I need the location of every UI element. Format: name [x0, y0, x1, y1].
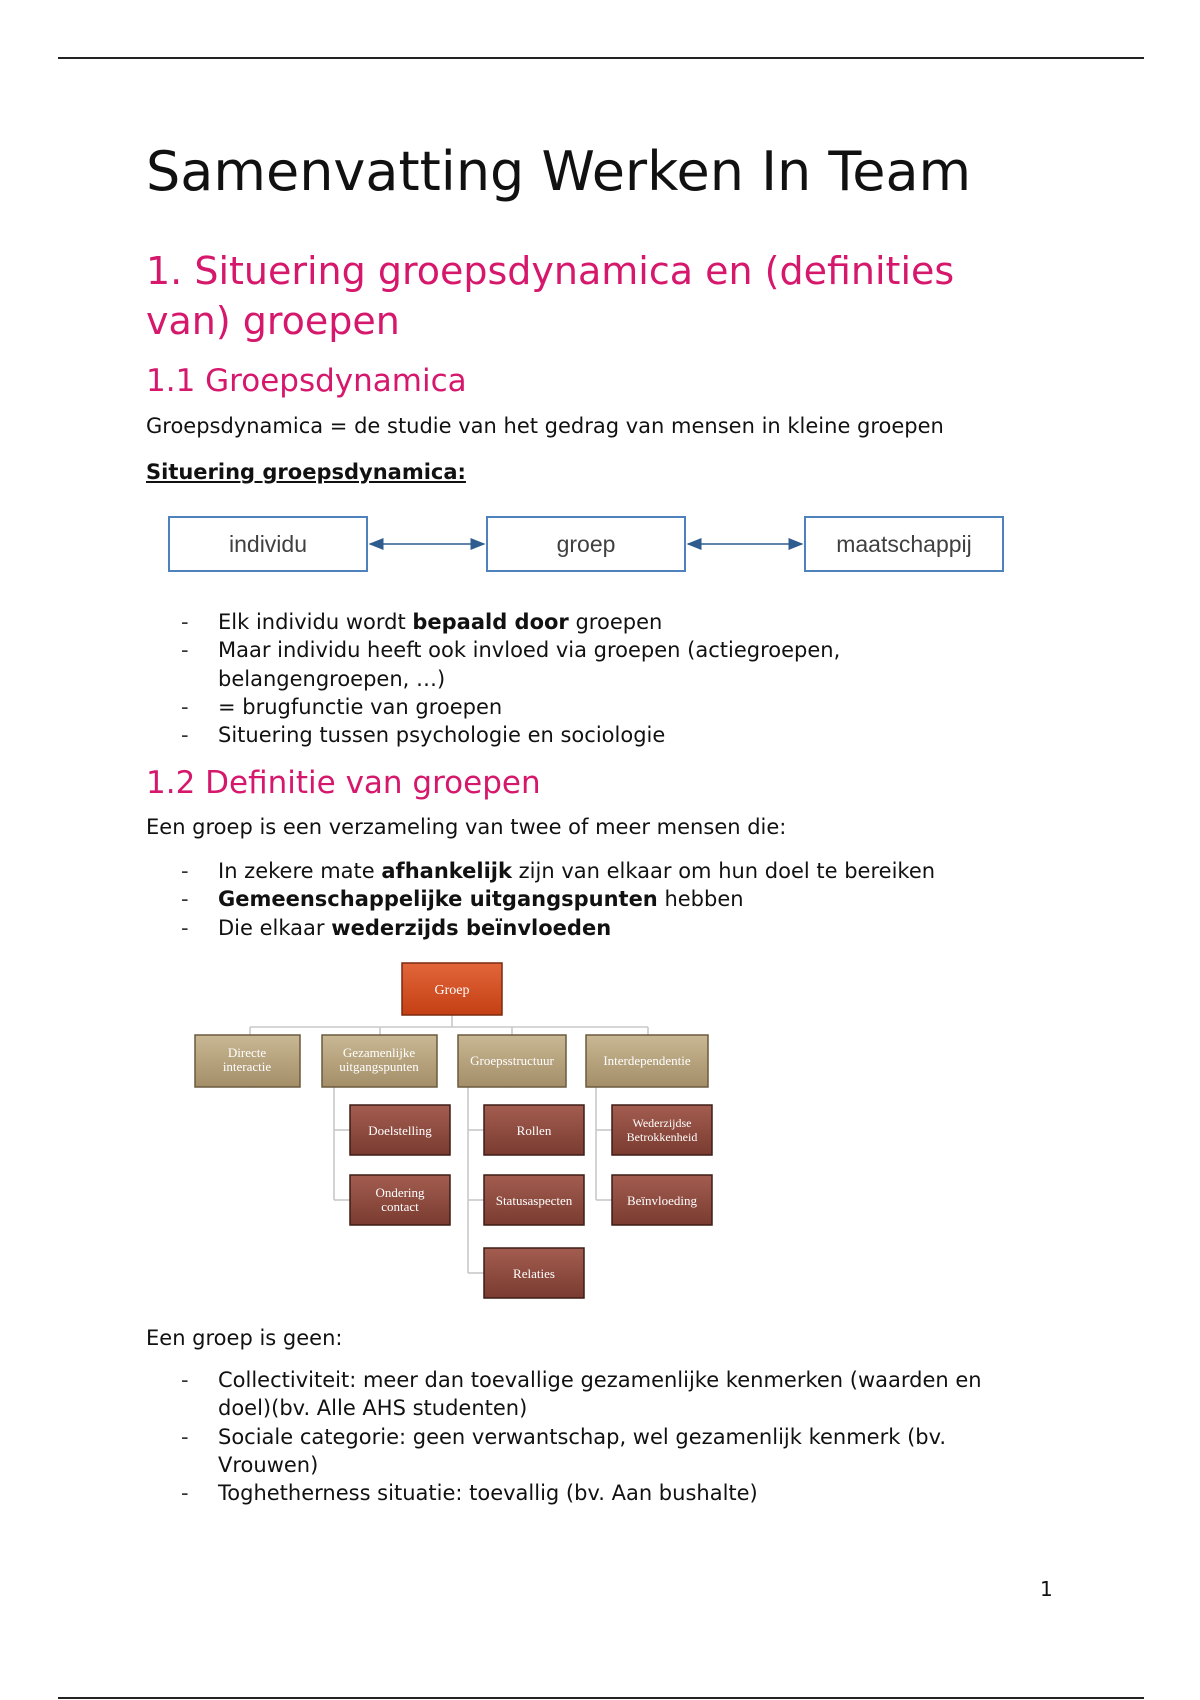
org-level1-box-a — [195, 1035, 300, 1087]
svg-text:contact: contact — [381, 1199, 419, 1214]
svg-text:Gezamenlijke: Gezamenlijke — [342, 1045, 416, 1060]
not-group-intro: Een groep is geen: — [146, 1326, 343, 1350]
section-1-2-heading: 1.2 Definitie van groepen — [146, 765, 541, 801]
list-item: - Toghetherness situatie: toevallig (bv. Aan bushalte) — [146, 1479, 1078, 1507]
svg-text:Directe: Directe — [227, 1045, 267, 1060]
list-item: - Situering tussen psychologie en sociologie — [146, 721, 1078, 749]
list-item: - Collectiviteit: meer dan toevallige gezamenlijke kenmerken (waarden en doel)(bv. Alle AHS studenten) — [146, 1366, 1018, 1423]
groep-org-chart — [190, 955, 730, 1305]
org-root-label: Groep — [434, 983, 470, 998]
svg-text:Wederzijdse: Wederzijdse — [632, 1116, 692, 1130]
groep-definition-bullets — [146, 857, 1078, 942]
svg-text:Statusaspecten: Statusaspecten — [495, 1193, 573, 1208]
org-child-doelstelling — [350, 1105, 450, 1155]
org-child-beinvloeding — [612, 1175, 712, 1225]
not-group-bullets — [146, 1366, 1078, 1507]
flow-box-groep: groep — [486, 516, 686, 572]
svg-text:Rollen: Rollen — [516, 1123, 552, 1138]
org-child-relaties — [484, 1248, 584, 1298]
svg-text:Betrokkenheid: Betrokkenheid — [626, 1130, 698, 1144]
svg-text:Ondering: Ondering — [375, 1185, 425, 1200]
list-item: - Die elkaar wederzijds beïnvloeden — [146, 914, 1078, 942]
list-item: - Gemeenschappelijke uitgangspunten hebben — [146, 885, 1078, 913]
org-level1-box-c — [458, 1035, 566, 1087]
flow-box-maatschappij: maatschappij — [804, 516, 1004, 572]
section-1-heading: 1. Situering groepsdynamica en (definities van) groepen — [146, 249, 955, 343]
svg-text:Groepsstructuur: Groepsstructuur — [470, 1053, 554, 1068]
org-child-rollen — [484, 1105, 584, 1155]
situering-subheading: Situering groepsdynamica: — [146, 460, 466, 484]
section-1-1-heading: 1.1 Groepsdynamica — [146, 363, 467, 399]
org-level1-box-b — [322, 1035, 437, 1087]
list-item: - Maar individu heeft ook invloed via groepen (actiegroepen, belangengroepen, …) — [146, 636, 898, 693]
top-rule — [58, 57, 1144, 59]
org-level1-box-d — [586, 1035, 708, 1087]
list-item: - Elk individu wordt bepaald door groepen — [146, 608, 1078, 636]
flow-arrows — [168, 516, 1008, 576]
svg-text:uitgangspunten: uitgangspunten — [339, 1059, 419, 1074]
groepsdynamica-definition: Groepsdynamica = de studie van het gedrag van mensen in kleine groepen — [146, 414, 944, 438]
list-item: - In zekere mate afhankelijk zijn van elkaar om hun doel te bereiken — [146, 857, 1078, 885]
situering-bullets — [146, 608, 1078, 749]
org-child-wederzijdse-betrokkenheid — [612, 1105, 712, 1155]
svg-text:interactie: interactie — [222, 1059, 272, 1074]
page-title: Samenvatting Werken In Team — [146, 140, 972, 203]
svg-text:Beïnvloeding: Beïnvloeding — [626, 1193, 698, 1208]
bottom-rule — [58, 1697, 1144, 1699]
flow-box-individu: individu — [168, 516, 368, 572]
svg-text:Relaties: Relaties — [513, 1266, 555, 1281]
org-root-box — [402, 963, 502, 1015]
situering-flow-diagram — [168, 516, 1008, 576]
svg-text:Doelstelling: Doelstelling — [368, 1123, 432, 1138]
org-child-statusaspecten — [484, 1175, 584, 1225]
list-item: - = brugfunctie van groepen — [146, 693, 1078, 721]
groep-definition-intro: Een groep is een verzameling van twee of meer mensen die: — [146, 815, 787, 839]
page-number: 1 — [1040, 1577, 1053, 1601]
svg-text:Interdependentie: Interdependentie — [603, 1053, 691, 1068]
list-item: - Sociale categorie: geen verwantschap, wel gezamenlijk kenmerk (bv. Vrouwen) — [146, 1423, 1018, 1480]
org-child-ondering-contact — [350, 1175, 450, 1225]
